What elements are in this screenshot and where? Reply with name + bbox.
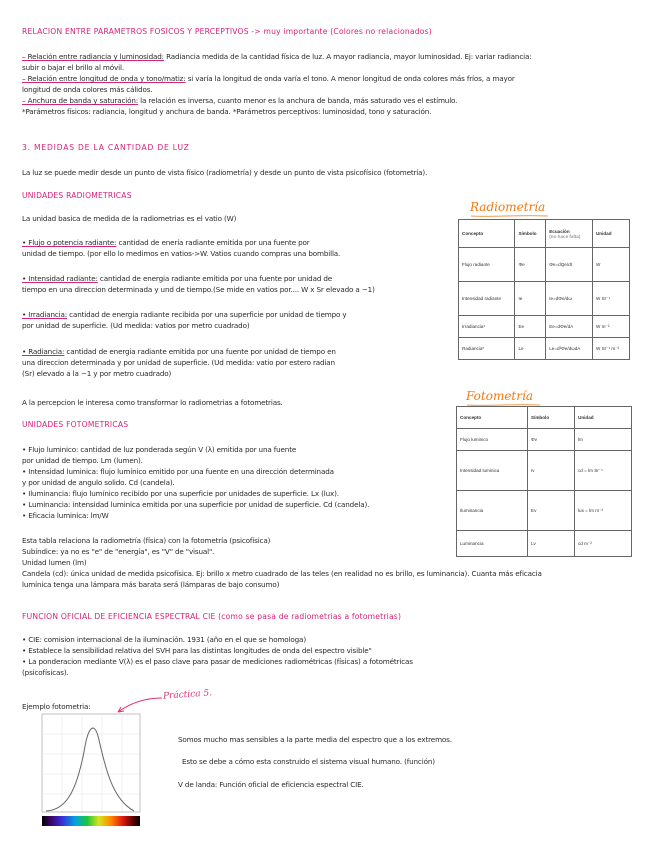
relacion-line-1c: subir o bajar el brillo al móvil. [22,63,124,72]
radiancia-line-d: (Sr) elevado a la −1 y por metro cuadrado) [22,369,172,378]
foto-cell-unidad: lm [575,429,632,451]
funcion-bullet-2: • Establece la sensibilidad relativa del SVH para las distintas longitudes de onda del espectro visible" [22,646,372,655]
rad-cell-unidad: W Sr⁻¹ [592,282,629,316]
flujo-term: • Flujo o potencia radiante: [22,238,117,247]
vlambda-chart [38,712,148,832]
foto-note-4: Candela (cd): única unidad de medida psicofísica. Ej: brillo x metro cuadrado de las teles (en realidad no es brillo, es luminancia). Cuanta más eficacia [22,569,542,578]
foto-cell-simbolo: Φv [528,429,575,451]
table-row [459,248,630,282]
funcion-sentence-3: V de landa: Función oficial de eficiencia espectral CIE. [178,780,364,789]
fotometricas-title: UNIDADES FOTOMETRICAS [22,420,129,429]
foto-intensidad: • Intensidad luminica: flujo lumínico emitido por una fuente en una dirección determinada [22,467,334,476]
foto-flujo: • Flujo luminico: cantidad de luz ponderada según V (λ) emitida por una fuente [22,445,297,454]
irradiancia-line-c: por unidad de superficie. (Ud medida: vatios por metro cuadrado) [22,321,250,330]
funcion-sentence-2: Esto se debe a cómo esta construido el sistema visual humano. (función) [182,757,435,766]
rad-th-ecuacion-sub: (no hace falta) [549,233,581,239]
foto-th-concepto: Concepto [457,407,528,429]
radiometricas-basic: La unidad basica de medida de la radiometrias es el vatio (W) [22,214,237,223]
radiometria-underline [470,214,550,218]
relacion-term-tono: – Relación entre longitud de onda y tono/matiz: [22,74,186,83]
foto-iluminancia: • Iluminancia: flujo lumínico recibido por una superficie por unidades de superficie. Lx (lux). [22,489,339,498]
relacion-term-radiancia: – Relación entre radiancia y luminosidad: [22,52,164,61]
section-title-relacion: RELACION ENTRE PARAMETROS FOSICOS Y PERCEPTIVOS -> muy importante (Colores no relacionados) [22,27,432,36]
foto-luminancia: • Luminancia: intensidad luminica emitida por una superficie por unidad de superficie. Cd (candela). [22,500,370,509]
rad-cell-ecuacion: Ie=dΦe/dω [546,282,593,316]
relacion-text-2: si varía la longitud de onda varía el tono. A menor longitud de onda colores más fríos, a mayor [185,74,515,83]
rad-cell-concepto: Irradiancia* [459,316,515,338]
irradiancia-term: • Irradiancia: [22,310,68,319]
rad-th-ecuacion [546,220,593,248]
foto-note-3: Unidad lumen (lm) [22,558,87,567]
intensidad-line-c: tiempo en una direccion determinada y und de tiempo.(Se mide en vatios por.... W x Sr elevado a −1) [22,285,375,294]
relacion-line-2c: longitud de onda colores más cálidos. [22,85,153,94]
flujo-text: cantidad de enería radiante emitida por una fuente por [116,238,310,247]
irradiancia-line [22,309,347,320]
rad-cell-unidad: W Sr⁻¹ m⁻² [592,338,629,360]
rad-th-ecuacion-label: Ecuación [549,228,570,234]
spectrum-bar [42,816,140,826]
foto-cell-unidad: lux = lm m⁻² [575,491,632,531]
rad-cell-ecuacion: Le=d²Φe/dωdA [546,338,593,360]
rad-cell-simbolo: Le [515,338,546,360]
foto-cell-simbolo: Lv [528,531,575,557]
flujo-line-c: unidad de tiempo. (por ello lo medimos en vatios->W. Vatios cuando compras una bombilla. [22,249,341,258]
foto-cell-unidad: cd m⁻² [575,531,632,557]
irradiancia-text: cantidad de energia radiante recibida por una superficie por unidad de tiempo y [67,310,347,319]
foto-cell-concepto: Flujo luminico [457,429,528,451]
section-title-medidas: 3. MEDIDAS DE LA CANTIDAD DE LUZ [22,143,190,152]
funcion-bullet-3: • La ponderacion mediante V(λ) es el paso clave para pasar de mediciones radiométricas (físicas) a fotométricas [22,657,413,666]
rad-th-unidad: Unidad [592,220,629,248]
funcion-title: FUNCION OFICIAL DE EFICIENCIA ESPECTRAL CIE (como se pasa de radiometrias a fotometrias) [22,612,402,621]
foto-eficacia: • Eficacia luminica: lm/W [22,511,109,520]
rad-cell-simbolo: Φe [515,248,546,282]
foto-flujo-b: por unidad de tiempo. Lm (lumen). [22,456,143,465]
ejemplo-label: Ejemplo fotometria: [22,702,91,711]
rad-th-simbolo: Símbolo [515,220,546,248]
foto-cell-concepto: Intensidad luminica [457,451,528,491]
table-row [457,451,632,491]
radiancia-text: cantidad de energia radiante emitida por una fuente por unidad de tiempo en [64,347,336,356]
table-row [459,338,630,360]
foto-note-5: lumínica tenga una lámpara más barata será (lámparas de bajo consumo) [22,580,280,589]
foto-note-2: Subíndice: ya no es "e" de "energía", es "V" de "visual". [22,547,215,556]
foto-cell-simbolo: Ev [528,491,575,531]
foto-cell-unidad: cd = lm Sr⁻¹ [575,451,632,491]
funcion-sentence-1: Somos mucho mas sensibles a la parte media del espectro que a los extremos. [178,735,452,744]
radiometria-table [458,219,630,360]
rad-cell-unidad: W m⁻² [592,316,629,338]
radiometria-label: Radiometría [470,200,546,214]
table-row [457,491,632,531]
relacion-text-1: Radiancia medida de la cantidad física de luz. A mayor radiancia, mayor luminosidad. Ej: variar radiancia: [163,52,532,61]
foto-note-1: Esta tabla relaciona la radiometría (física) con la fotometría (psicofísica) [22,536,271,545]
rad-cell-simbolo: Ee [515,316,546,338]
foto-cell-simbolo: Iv [528,451,575,491]
intensidad-line [22,273,332,284]
table-row [459,316,630,338]
foto-intensidad-b: y por unidad de angulo solido. Cd (candela). [22,478,175,487]
funcion-bullet-1: • CIE: comision internacional de la iluminación. 1931 (año en el que se homologa) [22,635,306,644]
rad-cell-simbolo: Ie [515,282,546,316]
relacion-line-1 [22,51,532,62]
foto-th-unidad: Unidad [575,407,632,429]
practica-note: Práctica 5. [162,688,213,702]
radiancia-term: • Radiancia: [22,347,65,356]
intensidad-text: cantidad de energia radiante emitida por una fuente por unidad de [97,274,333,283]
rad-cell-ecuacion: Ee=dΦe/dA [546,316,593,338]
rad-cell-concepto: Radiancia* [459,338,515,360]
percepcion-note: A la percepcion le interesa como transformar lo radiometrias a fotometrias. [22,398,283,407]
radiometricas-title: UNIDADES RADIOMETRICAS [22,191,132,200]
rad-cell-ecuacion: Φe=dQe/dt [546,248,593,282]
vlambda-curve [46,728,134,811]
fotometria-table [456,406,632,557]
relacion-text-3: la relación es inversa, cuanto menor es la anchura de banda, más saturado ves el estímulo. [138,96,458,105]
relacion-term-banda: – Anchura de banda y saturación: [22,96,139,105]
relacion-line-2 [22,73,515,84]
rad-cell-concepto: Flujo radiante [459,248,515,282]
fotometria-label: Fotometría [466,389,533,403]
foto-cell-concepto: Luminancia [457,531,528,557]
radiancia-line-c: una direccion determinada y por unidad de superficie. (Ud medida: vatio por estero radian [22,358,335,367]
table-row [457,429,632,451]
funcion-bullet-3b: (psicofísicas). [22,668,69,677]
foto-cell-concepto: Iluminancia [457,491,528,531]
rad-cell-unidad: W [592,248,629,282]
intensidad-term: • Intensidad radiante: [22,274,98,283]
rad-cell-concepto: Intensidad radiante [459,282,515,316]
foto-th-simbolo: Símbolo [528,407,575,429]
medidas-intro: La luz se puede medir desde un punto de vista físico (radiometría) y desde un punto de vista psicofísico (fotometría). [22,168,428,177]
relacion-line-3 [22,95,457,106]
table-row [457,531,632,557]
flujo-line [22,237,310,248]
rad-th-concepto: Concepto [459,220,515,248]
radiancia-line [22,346,336,357]
table-row [459,282,630,316]
relacion-line-4: *Parámetros físicos: radiancia, longitud y anchura de banda. *Parámetros perceptivos: luminosidad, tono y saturación. [22,107,432,116]
